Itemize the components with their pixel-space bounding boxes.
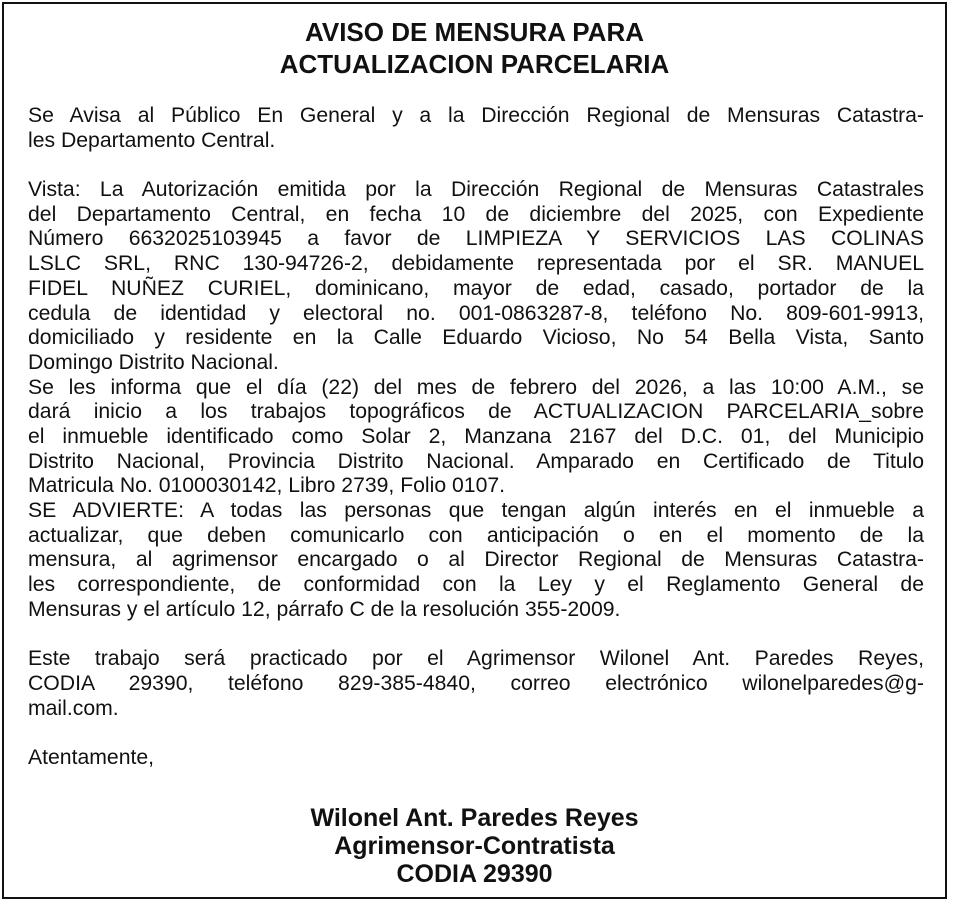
text-line: Se Avisa al Público En General y a la Dirección Regional de Mensuras Catastra-	[28, 104, 924, 127]
title-line-2: ACTUALIZACION PARCELARIA	[279, 49, 670, 79]
title-line-1: AVISO DE MENSURA PARA	[305, 17, 644, 47]
text-line: Domingo Distrito Nacional.	[28, 350, 279, 374]
intro-paragraph	[28, 104, 924, 153]
signature-codia: CODIA 29390	[396, 860, 553, 888]
advierte-paragraph	[28, 499, 924, 622]
text-line: les Departamento Central.	[28, 128, 276, 152]
text-line: domiciliado y residente en la Calle Eduardo Vicioso, No 54 Bella Vista, Santo	[28, 326, 924, 350]
signature-role: Agrimensor-Contratista	[334, 832, 615, 860]
text-line: Este trabajo será practicado por el Agrimensor Wilonel Ant. Paredes Reyes,	[28, 647, 924, 671]
notice-title	[4, 16, 945, 80]
text-line: Matricula No. 0100030142, Libro 2739, Folio 0107.	[28, 474, 506, 498]
text-line: Vista: La Autorización emitida por la Dirección Regional de Mensuras Catastrales	[28, 178, 924, 202]
closing-text: Atentamente,	[28, 745, 155, 769]
notice-body	[28, 104, 924, 771]
text-line: el inmueble identificado como Solar 2, Manzana 2167 del D.C. 01, del Municipio	[28, 424, 924, 448]
text-line: CODIA 29390, teléfono 829-385-4840, correo electrónico wilonelparedes@g-	[28, 671, 924, 695]
text-line: Distrito Nacional, Provincia Distrito Nacional. Amparado en Certificado de Titulo	[28, 449, 924, 473]
text-line: mail.com.	[28, 696, 119, 720]
text-line: actualizar, que deben comunicarlo con anticipación o en el momento de la	[28, 523, 924, 547]
text-line: Se les informa que el día (22) del mes de febrero del 2026, a las 10:00 A.M., se	[28, 375, 924, 399]
text-line: Mensuras y el artículo 12, párrafo C de la resolución 355-2009.	[28, 597, 621, 621]
signature-block	[4, 804, 945, 888]
text-line: del Departamento Central, en fecha 10 de diciembre del 2025, con Expediente	[28, 202, 924, 226]
notice-frame	[2, 2, 947, 899]
text-line: FIDEL NUÑEZ CURIEL, dominicano, mayor de edad, casado, portador de la	[28, 276, 924, 300]
closing-line	[28, 746, 924, 771]
trabajo-paragraph	[28, 647, 924, 721]
text-line: mensura, al agrimensor encargado o al Director Regional de Mensuras Catastra-	[28, 548, 924, 572]
text-line: dará inicio a los trabajos topográficos de ACTUALIZACION PARCELARIA_sobre	[28, 400, 924, 424]
text-line: SE ADVIERTE: A todas las personas que tengan algún interés en el inmueble a	[28, 499, 924, 522]
text-line: les correspondiente, de conformidad con la Ley y el Reglamento General de	[28, 573, 924, 597]
vista-paragraph	[28, 178, 924, 376]
text-line: LSLC SRL, RNC 130-94726-2, debidamente representada por el SR. MANUEL	[28, 252, 924, 276]
informa-paragraph	[28, 376, 924, 499]
signature-name: Wilonel Ant. Paredes Reyes	[310, 804, 639, 832]
text-line: cedula de identidad y electoral no. 001-0863287-8, teléfono No. 809-601-9913,	[28, 301, 924, 325]
text-line: Número 6632025103945 a favor de LIMPIEZA Y SERVICIOS LAS COLINAS	[28, 227, 924, 251]
